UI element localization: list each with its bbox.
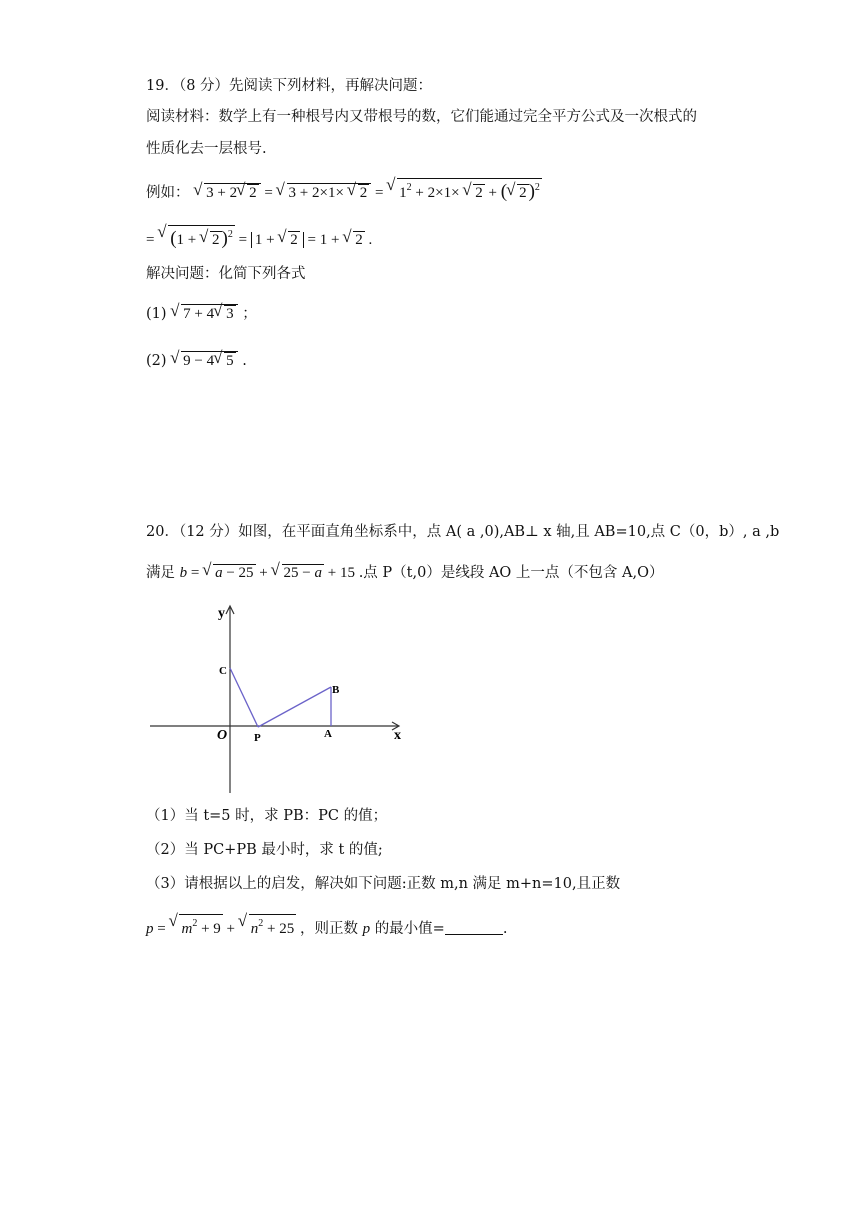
label-a: A: [324, 728, 332, 740]
item1-label: (1): [146, 306, 167, 322]
label-b: B: [332, 684, 340, 696]
label-c: C: [219, 665, 227, 677]
segment-pc: [230, 668, 258, 727]
q19-header: 19．（8 分）先阅读下列材料，再解决问题：: [146, 78, 433, 94]
segment-pb: [258, 687, 331, 727]
q19-example-line1: [146, 178, 542, 203]
q19-example-line2: [146, 225, 372, 250]
q20-line1: 20．（12 分）如图，在平面直角坐标系中，点 A( a ,0),AB⊥ x 轴,且 AB=10,点 C（0，b）, a ,b: [146, 524, 780, 540]
coordinate-figure: [140, 595, 420, 800]
example-formula-1: √ 3 + 2√ 2 = √ 3 + 2×1× √ 2 = √ $1^2 + 2\times 1\times$ √ 2 + (√ 2 )$^2$: [194, 185, 542, 201]
q19-solve-label: 解决问题：化简下列各式: [146, 266, 306, 282]
p-formula: p = √ $m^2 + 9$ + √ $n^2 + 25$: [146, 921, 300, 937]
q20-line2: [146, 563, 664, 583]
q19-item1: [146, 304, 257, 324]
label-p: P: [254, 732, 261, 744]
q20-line2-suffix: .点 P（t,0）是线段 AO 上一点（不包含 A,O）: [358, 565, 664, 581]
item1-end: ；: [242, 306, 257, 322]
p-symbol: p: [362, 921, 371, 937]
q19-material-line2: 性质化去一层根号.: [146, 141, 267, 157]
q20-sub1: （1）当 t=5 时，求 PB：PC 的值；: [146, 808, 388, 824]
q20-line2-prefix: 满足: [146, 565, 175, 581]
sub3-tail2: 的最小值=: [374, 921, 445, 937]
item1-formula: √ 7 + 4√ 3: [171, 306, 237, 322]
sub3-tail: ，则正数: [299, 921, 358, 937]
q20-condition-formula: b = √ a − 25 + √ 25 − a + 15: [180, 565, 359, 581]
q19-item2: [146, 351, 247, 371]
label-x: x: [394, 728, 401, 743]
item2-end: .: [242, 353, 247, 369]
example-label: 例如：: [146, 185, 190, 201]
q20-sub2: （2）当 PC+PB 最小时，求 t 的值;: [146, 842, 383, 858]
q20-sub3-formula-line: [146, 914, 507, 939]
sub3-end: .: [502, 921, 508, 937]
label-o: O: [217, 728, 228, 743]
answer-blank[interactable]: [445, 920, 503, 935]
example-formula-2: = √ (1 + √ 2 )$^2$ = 1 + √ 2 = 1 + √ 2 .: [146, 232, 372, 248]
q20-sub3: （3）请根据以上的启发，解决如下问题:正数 m,n 满足 m+n=10,且正数: [146, 876, 621, 892]
item2-formula: √ 9 − 4√ 5: [171, 353, 237, 369]
label-y: y: [218, 606, 225, 621]
item2-label: (2): [146, 353, 167, 369]
q19-material-line1: 阅读材料：数学上有一种根号内又带根号的数，它们能通过完全平方公式及一次根式的: [146, 109, 697, 125]
